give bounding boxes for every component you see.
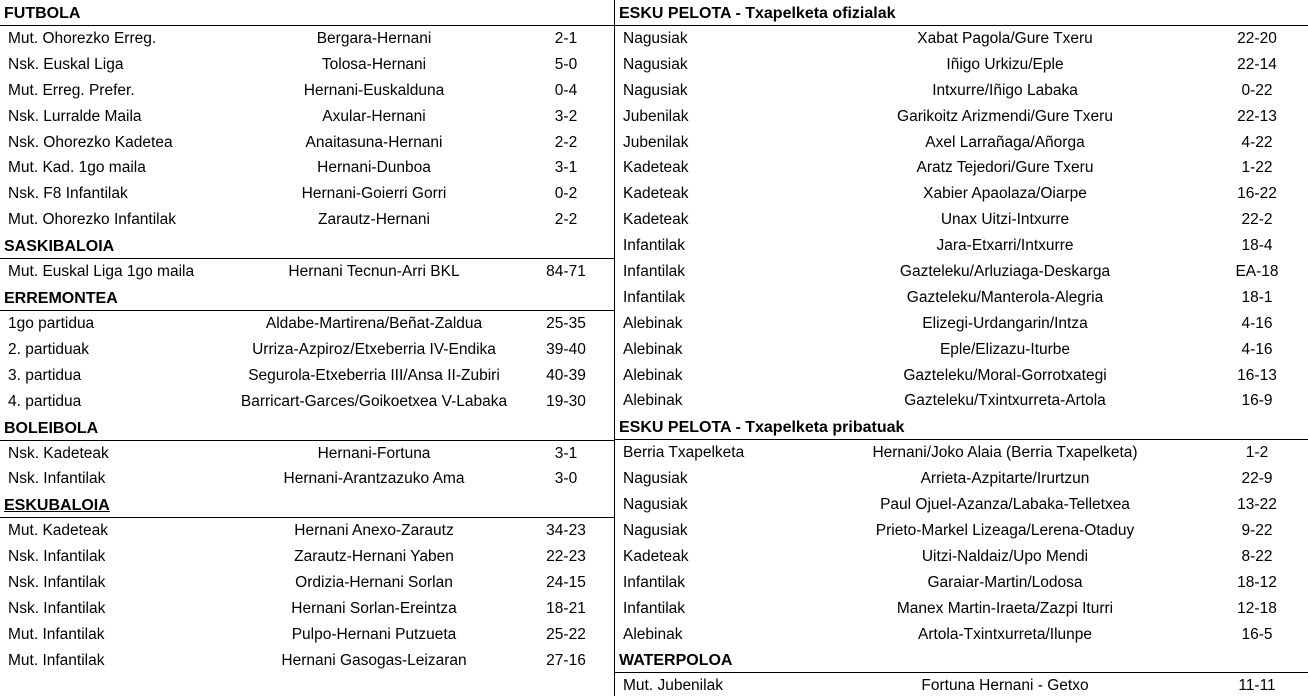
result-row: [0, 389, 614, 415]
category-cell: Mut. Erreg. Prefer.: [8, 81, 135, 99]
category-cell: Nagusiak: [623, 522, 688, 540]
score-cell: 3-1: [554, 159, 578, 177]
section-title-text: BOLEIBOLA: [4, 419, 99, 437]
match-cell: Anaitasuna-Hernani: [305, 133, 443, 151]
score-cell: 5-0: [554, 55, 578, 73]
result-row: [615, 104, 1308, 130]
sport-section: [0, 233, 614, 285]
score-cell: 22-23: [546, 548, 586, 566]
match-cell: Prieto-Markel Lizeaga/Lerena-Otaduy: [875, 522, 1135, 540]
category-cell: Alebinak: [623, 366, 683, 384]
result-row: [0, 207, 614, 233]
section-title: [0, 415, 614, 441]
score-cell: 16-5: [1241, 625, 1273, 643]
match-cell: Segurola-Etxeberria III/Ansa II-Zubiri: [248, 366, 500, 384]
category-cell: Kadeteak: [623, 159, 689, 177]
category-cell: Infantilak: [623, 237, 686, 255]
category-cell: Nsk. Infantilak: [8, 600, 106, 618]
match-cell: Pulpo-Hernani Putzueta: [291, 625, 457, 643]
left-results-column: [0, 0, 614, 674]
result-row: [615, 622, 1308, 648]
result-row: [0, 648, 614, 674]
score-cell: 24-15: [546, 574, 586, 592]
result-row: [615, 466, 1308, 492]
match-cell: Manex Martin-Iraeta/Zazpi Iturri: [896, 599, 1114, 617]
match-cell: Ordizia-Hernani Sorlan: [295, 574, 453, 592]
category-cell: Alebinak: [623, 392, 683, 410]
match-cell: Gazteleku/Manterola-Alegria: [906, 288, 1104, 306]
result-row: [615, 259, 1308, 285]
category-cell: Mut. Ohorezko Infantilak: [8, 211, 176, 229]
category-cell: Mut. Infantilak: [8, 651, 105, 669]
result-row: [615, 130, 1308, 156]
score-cell: 19-30: [546, 392, 586, 410]
match-cell: Jara-Etxarri/Intxurre: [936, 237, 1074, 255]
result-row: [615, 337, 1308, 363]
score-cell: 2-2: [554, 211, 578, 229]
category-cell: Nagusiak: [623, 81, 688, 99]
match-cell: Axular-Hernani: [322, 107, 426, 125]
result-row: [615, 596, 1308, 622]
match-cell: Bergara-Hernani: [316, 30, 432, 47]
result-row: [615, 388, 1308, 414]
category-cell: Kadeteak: [623, 547, 689, 565]
result-row: [615, 440, 1308, 466]
match-cell: Hernani Tecnun-Arri BKL: [288, 263, 460, 281]
category-cell: Mut. Euskal Liga 1go maila: [8, 263, 195, 281]
category-cell: Alebinak: [623, 340, 683, 358]
match-cell: Barricart-Garces/Goikoetxea V-Labaka: [240, 392, 508, 410]
match-cell: Gazteleku/Moral-Gorrotxategi: [903, 366, 1107, 384]
match-cell: Paul Ojuel-Azanza/Labaka-Telletxea: [880, 496, 1130, 514]
match-cell: Xabier Apaolaza/Oiarpe: [923, 185, 1087, 203]
score-cell: 4-16: [1241, 340, 1273, 358]
result-row: [0, 622, 614, 648]
section-title: [615, 414, 1308, 440]
score-cell: 22-2: [1241, 211, 1273, 229]
match-cell: Unax Uitzi-Intxurre: [940, 211, 1070, 229]
match-cell: Hernani-Dunboa: [317, 159, 431, 177]
category-cell: Kadeteak: [623, 211, 689, 229]
category-cell: Infantilak: [623, 263, 686, 281]
score-cell: 22-20: [1237, 30, 1277, 47]
category-cell: Jubenilak: [623, 133, 689, 151]
section-title-text: ESKU PELOTA - Txapelketa ofizialak: [619, 5, 896, 22]
match-cell: Uitzi-Naldaiz/Upo Mendi: [921, 547, 1089, 565]
category-cell: Nsk. Ohorezko Kadetea: [8, 133, 173, 151]
match-cell: Hernani Anexo-Zarautz: [294, 522, 454, 540]
score-cell: 4-16: [1241, 314, 1273, 332]
match-cell: Aldabe-Martirena/Beñat-Zaldua: [265, 315, 483, 333]
match-cell: Hernani-Arantzazuko Ama: [283, 470, 465, 488]
result-row: [615, 311, 1308, 337]
result-row: [0, 544, 614, 570]
match-cell: Xabat Pagola/Gure Txeru: [917, 30, 1093, 47]
category-cell: 1go partidua: [8, 315, 95, 333]
score-cell: 16-9: [1241, 392, 1273, 410]
category-cell: Infantilak: [623, 573, 686, 591]
result-row: [615, 544, 1308, 570]
category-cell: Mut. Kad. 1go maila: [8, 159, 146, 177]
result-row: [0, 155, 614, 181]
match-cell: Aratz Tejedori/Gure Txeru: [916, 159, 1094, 177]
match-cell: Elizegi-Urdangarin/Intza: [922, 314, 1088, 332]
match-cell: Garaiar-Martin/Lodosa: [927, 573, 1083, 591]
score-cell: 39-40: [546, 340, 586, 358]
section-title-text: ESKU PELOTA - Txapelketa pribatuak: [619, 419, 905, 437]
category-cell: Nagusiak: [623, 55, 688, 73]
match-cell: Hernani-Euskalduna: [303, 81, 445, 99]
section-title: [615, 0, 1308, 26]
result-row: [0, 518, 614, 544]
score-cell: 18-4: [1241, 237, 1273, 255]
match-cell: Iñigo Urkizu/Eple: [946, 55, 1064, 73]
sport-section: [615, 0, 1308, 414]
result-row: [0, 130, 614, 156]
result-row: [615, 78, 1308, 104]
match-cell: Fortuna Hernani - Getxo: [921, 677, 1089, 695]
result-row: [0, 52, 614, 78]
result-row: [615, 207, 1308, 233]
score-cell: 0-4: [554, 81, 578, 99]
result-row: [0, 78, 614, 104]
match-cell: Hernani-Fortuna: [317, 444, 431, 462]
score-cell: 8-22: [1241, 547, 1273, 565]
result-row: [0, 337, 614, 363]
result-row: [615, 673, 1308, 699]
score-cell: 3-2: [554, 107, 578, 125]
category-cell: 3. partidua: [8, 366, 82, 384]
match-cell: Zarautz-Hernani: [318, 211, 430, 229]
section-title: [0, 492, 614, 518]
category-cell: Nagusiak: [623, 470, 688, 488]
section-title-text: WATERPOLOA: [619, 652, 733, 670]
result-row: [0, 441, 614, 467]
category-cell: Nsk. Infantilak: [8, 548, 106, 566]
section-title: [615, 647, 1308, 673]
category-cell: Mut. Ohorezko Erreg.: [8, 30, 157, 47]
section-title: [0, 0, 614, 26]
section-title-text: ERREMONTEA: [4, 290, 118, 308]
match-cell: Urriza-Azpiroz/Etxeberria IV-Endika: [252, 340, 496, 358]
score-cell: 0-22: [1241, 81, 1273, 99]
sport-section: [0, 492, 614, 673]
category-cell: Nsk. Infantilak: [8, 574, 106, 592]
result-row: [615, 518, 1308, 544]
score-cell: 25-22: [546, 625, 586, 643]
category-cell: Alebinak: [623, 314, 683, 332]
result-row: [0, 26, 614, 52]
result-row: [0, 570, 614, 596]
section-title-text: ESKUBALOIA: [4, 497, 110, 515]
match-cell: Hernani/Joko Alaia (Berria Txapelketa): [872, 444, 1138, 462]
category-cell: Nsk. Infantilak: [8, 470, 106, 488]
score-cell: 40-39: [546, 366, 586, 384]
match-cell: Intxurre/Iñigo Labaka: [932, 81, 1078, 99]
result-row: [0, 466, 614, 492]
score-cell: 18-12: [1237, 573, 1277, 591]
category-cell: Nsk. Kadeteak: [8, 444, 109, 462]
match-cell: Zarautz-Hernani Yaben: [294, 548, 454, 566]
score-cell: 25-35: [546, 315, 586, 333]
result-row: [615, 233, 1308, 259]
category-cell: 2. partiduak: [8, 340, 89, 358]
score-cell: 27-16: [546, 651, 586, 669]
category-cell: Berria Txapelketa: [623, 444, 745, 462]
sport-section: [615, 647, 1308, 699]
result-row: [0, 363, 614, 389]
category-cell: Nagusiak: [623, 496, 688, 514]
score-cell: 34-23: [546, 522, 586, 540]
result-row: [615, 181, 1308, 207]
score-cell: 22-14: [1237, 55, 1277, 73]
result-row: [615, 26, 1308, 52]
score-cell: EA-18: [1235, 263, 1279, 281]
category-cell: Alebinak: [623, 625, 683, 643]
score-cell: 13-22: [1237, 496, 1277, 514]
score-cell: 16-22: [1237, 185, 1277, 203]
sport-section: [0, 285, 614, 415]
result-row: [615, 570, 1308, 596]
result-row: [0, 181, 614, 207]
sport-section: [0, 0, 614, 233]
match-cell: Axel Larrañaga/Añorga: [925, 133, 1085, 151]
category-cell: Nsk. F8 Infantilak: [8, 185, 128, 203]
score-cell: 2-1: [554, 30, 578, 47]
result-row: [615, 363, 1308, 389]
category-cell: Jubenilak: [623, 107, 689, 125]
match-cell: Gazteleku/Arluziaga-Deskarga: [899, 263, 1111, 281]
match-cell: Eple/Elizazu-Iturbe: [939, 340, 1071, 358]
result-row: [615, 492, 1308, 518]
match-cell: Artola-Txintxurreta/Ilunpe: [917, 625, 1093, 643]
category-cell: Infantilak: [623, 599, 686, 617]
section-title-text: FUTBOLA: [4, 5, 81, 22]
category-cell: Kadeteak: [623, 185, 689, 203]
section-title: [0, 233, 614, 259]
score-cell: 11-11: [1238, 677, 1276, 695]
score-cell: 22-9: [1241, 470, 1273, 488]
result-row: [615, 155, 1308, 181]
match-cell: Hernani-Goierri Gorri: [301, 185, 447, 203]
section-title-text: SASKIBALOIA: [4, 238, 115, 256]
result-row: [615, 52, 1308, 78]
score-cell: 12-18: [1237, 599, 1277, 617]
match-cell: Arrieta-Azpitarte/Irurtzun: [920, 470, 1090, 488]
score-cell: 3-0: [554, 470, 578, 488]
score-cell: 1-2: [1245, 444, 1269, 462]
match-cell: Hernani Sorlan-Ereintza: [291, 600, 457, 618]
right-results-column: [615, 0, 1308, 699]
score-cell: 3-1: [554, 444, 578, 462]
score-cell: 0-2: [554, 185, 578, 203]
score-cell: 2-2: [554, 133, 578, 151]
result-row: [0, 596, 614, 622]
category-cell: Nsk. Euskal Liga: [8, 55, 124, 73]
category-cell: Mut. Kadeteak: [8, 522, 108, 540]
result-row: [615, 285, 1308, 311]
score-cell: 9-22: [1241, 522, 1273, 540]
result-row: [0, 104, 614, 130]
category-cell: Mut. Infantilak: [8, 625, 105, 643]
score-cell: 18-21: [546, 600, 586, 618]
sport-section: [615, 414, 1308, 647]
category-cell: Nsk. Lurralde Maila: [8, 107, 142, 125]
score-cell: 16-13: [1237, 366, 1277, 384]
category-cell: 4. partidua: [8, 392, 82, 410]
match-cell: Hernani Gasogas-Leizaran: [281, 651, 467, 669]
score-cell: 18-1: [1241, 288, 1273, 306]
category-cell: Infantilak: [623, 288, 686, 306]
sport-section: [0, 415, 614, 493]
score-cell: 1-22: [1241, 159, 1273, 177]
category-cell: Mut. Jubenilak: [623, 677, 723, 695]
result-row: [0, 311, 614, 337]
match-cell: Tolosa-Hernani: [321, 55, 427, 73]
result-row: [0, 259, 614, 285]
match-cell: Garikoitz Arizmendi/Gure Txeru: [897, 107, 1113, 125]
match-cell: Gazteleku/Txintxurreta-Artola: [904, 392, 1106, 410]
score-cell: 4-22: [1241, 133, 1273, 151]
score-cell: 22-13: [1237, 107, 1277, 125]
section-title: [0, 285, 614, 311]
category-cell: Nagusiak: [623, 30, 688, 47]
score-cell: 84-71: [546, 263, 586, 281]
